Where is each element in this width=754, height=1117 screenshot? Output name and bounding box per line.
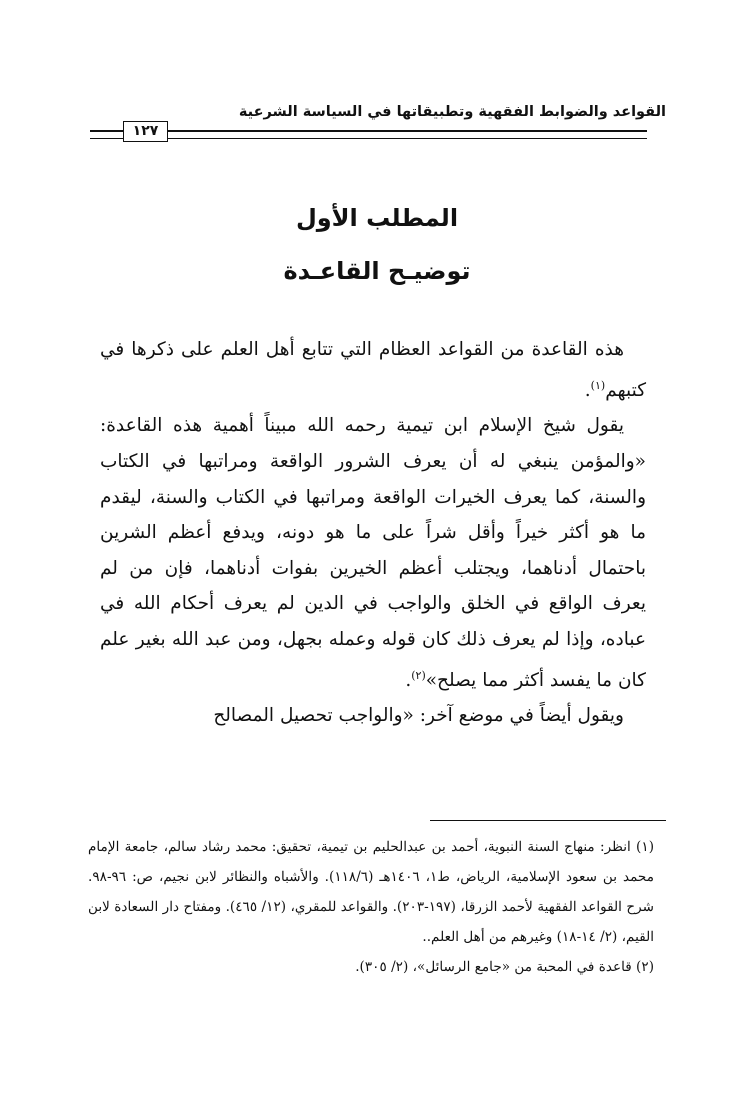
running-title: القواعد والضوابط الفقهية وتطبيقاتها في السياسة الشرعية (238, 104, 666, 120)
footnote-separator (430, 820, 666, 821)
paragraph-2-intro: يقول شيخ الإسلام ابن تيمية رحمه الله مبيناً أهمية هذه القاعدة: (100, 415, 624, 437)
paragraph-1-end: . (584, 379, 591, 401)
paragraph-1-text: هذه القاعدة من القواعد العظام التي تتابع أهل العلم على ذكرها في كتبهم (100, 339, 646, 401)
main-text (100, 332, 646, 734)
header-short-rule (90, 130, 118, 139)
footnote-ref-1: (١) (590, 378, 606, 392)
paragraph-2 (100, 408, 646, 698)
footnotes (88, 832, 654, 982)
header-double-rule (110, 130, 647, 139)
footnote-ref-2: (٢) (411, 668, 426, 682)
paragraph-1 (100, 332, 646, 408)
footnote-2: (٢) قاعدة في المحبة من «جامع الرسائل»، (٢/ ٣٠٥). (355, 959, 654, 975)
paragraph-2-quote: «والمؤمن ينبغي له أن يعرف الشرور الواقعة ومراتبها في الكتاب والسنة، كما يعرف الخيرات الواقعة ومراتبها في الكتاب والسنة، ليقدم ما هو أكثر خيراً وأقل شراً على ما هو دونه، ويدفع أعظم الشرين باحتمال أدناهما، ويجتلب أعظم الخيرين بفوات أدناهما، فإن من لم يعرف الواقع في الخلق والواجب في الدين لم يعرف أحكام الله في عباده، وإذا لم يعرف ذلك كان قوله وعمله بجهل، ومن عبد الله بغير علم كان ما يفسد أكثر مما يصلح» (100, 450, 646, 691)
paragraph-2-end: . (405, 669, 412, 691)
section-subtitle: توضيـح القاعـدة (283, 257, 471, 285)
footnote-1: (١) انظر: منهاج السنة النبوية، أحمد بن عبدالحليم بن تيمية، تحقيق: محمد رشاد سالم، جامعة الإمام محمد بن سعود الإسلامية، الرياض، ط١، ١٤٠٦هـ (١١٨/٦). والأشباه والنظائر لابن نجيم، ص: ٩٦-٩٨. شرح القواعد الفقهية لأحمد الزرقا، (١٩٧-٢٠٣). والقواعد للمقري، (١٢/ ٤٦٥). ومفتاح دار السعادة لابن القيم، (٢/ ١٤-١٨) وغيرهم من أهل العلم.. (88, 839, 655, 945)
section-title: المطلب الأول (295, 204, 459, 232)
paragraph-3: ويقول أيضاً في موضع آخر: «والواجب تحصيل المصالح (213, 705, 624, 727)
page-number: ١٢٧ (123, 121, 168, 142)
